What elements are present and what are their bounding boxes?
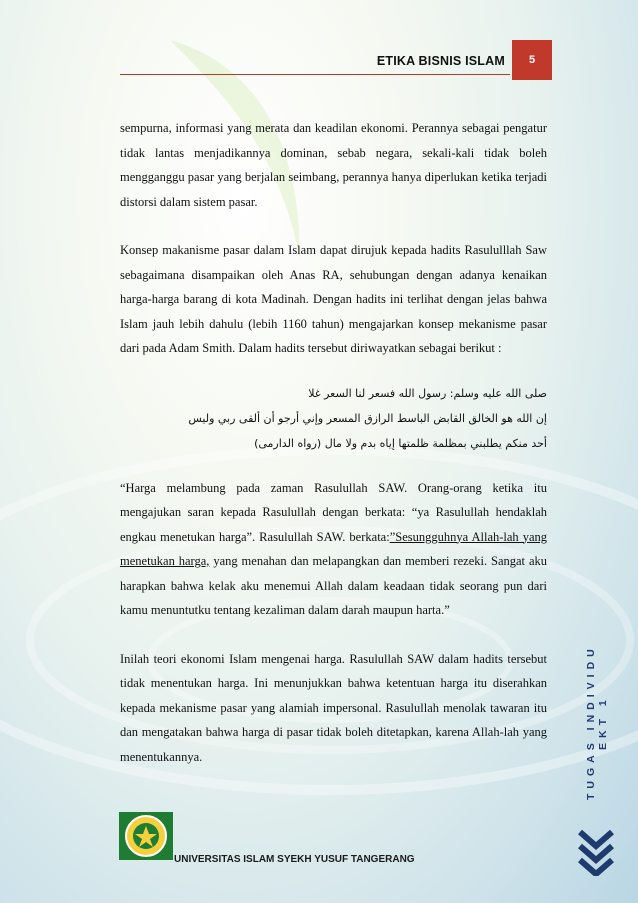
- quote-underlined: ”Sesungguhnya Allah-lah yang menetukan harga,: [120, 529, 547, 568]
- chevron-down-icon: [576, 828, 616, 876]
- quote-text-after: yang menahan dan melapangkan dan memberi rezeki. Sangat aku harapkan bahwa kelak aku menemui Allah dalam keadaan tidak seorang pun dari kamu menuntutku tentang kezaliman dalam darah maupun harta.”: [120, 554, 547, 617]
- sidebar-label: TUGAS INDIVIDU EKT 1: [585, 644, 609, 801]
- quote-text: “Harga melambung pada zaman Rasulullah SAW. Orang-orang ketika itu mengajukan saran kepada Rasulullah dengan berkata: “ya Rasulullah hendaklah engkau menetukan harga”. Rasulullah SAW. berkata:: [120, 480, 547, 544]
- university-logo-icon: [119, 812, 173, 860]
- header-rule: [120, 74, 510, 75]
- hadith-arabic: [120, 381, 547, 456]
- paragraph-2: Konsep makanisme pasar dalam Islam dapat dirujuk kepada hadits Rasululllah Saw sebagaimana disampaikan oleh Anas RA, sehubungan dengan adanya kenaikan harga-harga barang di kota Madinah. Dengan hadits ini terlihat dengan jelas bahwa Islam jauh lebih dahulu (lebih 1160 tahun) mengajarkan konsep mekanisme pasar dari pada Adam Smith. Dalam hadits tersebut diriwayatkan sebagai berikut :: [120, 243, 547, 355]
- arabic-line-2: إن الله هو الخالق القابض الباسط الرازق المسعر وإني أرجو أن ألقى ربي وليس: [188, 411, 547, 425]
- arabic-line-1: صلى الله عليه وسلم: رسول الله فسعر لنا السعر غلا: [308, 386, 547, 400]
- closing-paragraph: Inilah teori ekonomi Islam mengenai harga. Rasulullah SAW dalam hadits tersebut tidak menentukan harga. Ini menunjukkan bahwa ketentuan harga itu diserahkan kepada mekanisme pasar yang alamiah impersonal. Rasulullah menolak tawaran itu dan mengatakan bahwa harga di pasar tidak boleh ditetapkan, karena Allah-lah yang menentukannya.: [120, 651, 547, 764]
- document-body: [120, 116, 547, 793]
- paragraph-1: sempurna, informasi yang merata dan keadilan ekonomi. Perannya sebagai pengatur tidak lantas menjadikannya dominan, sebab negara, sekali-kali tidak boleh mengganggu pasar yang berjalan seimbang, perannya hanya diperlukan ketika terjadi distorsi dalam sistem pasar.: [120, 121, 547, 209]
- hadith-translation: [120, 476, 547, 623]
- header-title: ETIKA BISNIS ISLAM: [376, 54, 505, 68]
- page-number-badge: 5: [512, 40, 552, 80]
- arabic-line-3: أحد منكم يطلبني بمظلمة ظلمتها إياه بدم ولا مال (رواه الدارمى): [254, 436, 547, 450]
- footer-university: UNIVERSITAS ISLAM SYEKH YUSUF TANGERANG: [174, 854, 415, 865]
